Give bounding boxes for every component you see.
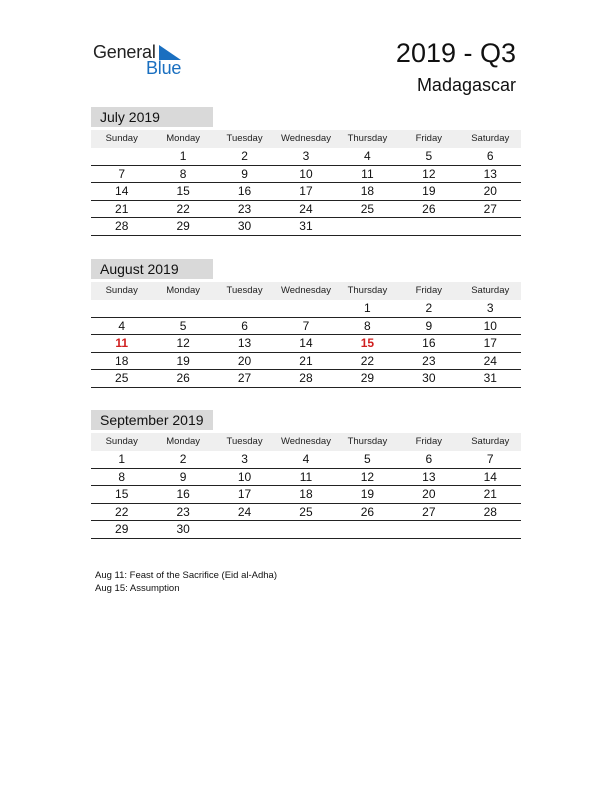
day-cell: 2 xyxy=(241,149,248,163)
week-row xyxy=(91,335,521,353)
day-cell: 22 xyxy=(176,201,190,216)
day-cell xyxy=(275,521,336,538)
weekday-label: Thursday xyxy=(347,285,388,296)
day-cell xyxy=(91,300,152,317)
weekday-label: Thursday xyxy=(347,436,388,447)
day-cell: 29 xyxy=(115,522,129,536)
day-cell: 17 xyxy=(299,184,313,198)
day-cell: 20 xyxy=(237,353,252,368)
month-title: July 2019 xyxy=(91,107,213,127)
day-cell: 19 xyxy=(360,487,375,501)
weekday-label: Monday xyxy=(166,285,201,296)
day-cell: 6 xyxy=(425,452,433,466)
day-cell: 23 xyxy=(237,201,252,216)
day-cell: 26 xyxy=(360,504,375,519)
day-cell: 3 xyxy=(241,452,248,466)
weekday-label: Sunday xyxy=(105,436,138,447)
day-cell: 12 xyxy=(176,336,190,350)
logo-blue-text: Blue xyxy=(146,58,182,78)
day-cell: 10 xyxy=(237,469,252,484)
day-cell: 13 xyxy=(422,469,436,484)
day-cell: 28 xyxy=(299,371,313,385)
day-cell: 23 xyxy=(422,353,436,368)
week-row xyxy=(91,353,521,371)
week-row xyxy=(91,201,521,219)
week-row xyxy=(91,300,521,318)
weekday-label: Tuesday xyxy=(226,436,263,447)
logo-general-text: General xyxy=(93,42,156,62)
country-name: Madagascar xyxy=(416,75,516,95)
weekday-label: Friday xyxy=(415,285,443,296)
day-cell: 19 xyxy=(422,184,436,198)
day-cell: 16 xyxy=(176,487,190,501)
day-cell: 27 xyxy=(483,201,497,216)
weekday-label: Saturday xyxy=(471,436,510,447)
day-cell xyxy=(337,521,398,538)
day-cell: 10 xyxy=(483,318,497,333)
day-cell: 25 xyxy=(299,504,313,519)
weekday-label: Thursday xyxy=(347,133,388,144)
day-cell: 3 xyxy=(302,149,310,163)
weekday-label: Wednesday xyxy=(280,285,331,296)
week-row xyxy=(91,166,521,184)
weekday-header xyxy=(91,433,521,451)
day-cell: 30 xyxy=(237,219,252,233)
day-cell: 8 xyxy=(118,469,126,484)
day-cell: 15 xyxy=(176,184,190,198)
day-cell: 9 xyxy=(179,469,187,484)
day-cell: 1 xyxy=(364,301,371,315)
weekday-label: Sunday xyxy=(105,285,138,296)
day-cell: 29 xyxy=(176,219,190,233)
day-cell: 18 xyxy=(299,487,313,501)
month-weeks xyxy=(91,451,521,539)
day-cell: 21 xyxy=(483,487,497,501)
week-row xyxy=(91,148,521,166)
day-cell: 17 xyxy=(483,336,497,350)
day-cell: 4 xyxy=(364,149,371,163)
week-row xyxy=(91,486,521,504)
weekday-label: Tuesday xyxy=(226,133,263,144)
month-weeks xyxy=(91,300,521,388)
day-cell: 11 xyxy=(361,166,374,181)
day-cell: 17 xyxy=(237,487,252,501)
day-cell: 31 xyxy=(299,219,313,233)
day-cell xyxy=(337,218,398,235)
day-cell: 7 xyxy=(118,166,126,181)
day-cell xyxy=(275,300,336,317)
weekday-label: Friday xyxy=(415,133,443,144)
day-cell: 5 xyxy=(179,318,187,333)
day-cell: 27 xyxy=(422,504,436,519)
day-cell xyxy=(398,218,459,235)
weekday-label: Wednesday xyxy=(280,133,331,144)
day-cell: 24 xyxy=(483,353,497,368)
day-cell: 29 xyxy=(360,371,375,385)
day-cell xyxy=(152,300,213,317)
day-cell xyxy=(214,300,275,317)
weekday-label: Wednesday xyxy=(280,436,331,447)
day-cell: 6 xyxy=(241,318,248,333)
day-cell: 12 xyxy=(360,469,375,484)
holiday-note: Aug 15: Assumption xyxy=(95,583,180,594)
day-cell: 11 xyxy=(299,469,313,484)
day-cell: 11 xyxy=(115,336,129,350)
day-cell: 30 xyxy=(422,371,436,385)
holiday-notes xyxy=(95,569,277,595)
day-cell: 19 xyxy=(176,353,190,368)
day-cell: 5 xyxy=(364,452,371,466)
day-cell: 22 xyxy=(360,353,375,368)
weekday-label: Saturday xyxy=(471,285,510,296)
day-cell: 27 xyxy=(237,371,252,385)
day-cell: 28 xyxy=(115,219,129,233)
day-cell: 18 xyxy=(360,184,375,198)
week-row xyxy=(91,183,521,201)
day-cell xyxy=(398,521,459,538)
day-cell: 3 xyxy=(486,301,494,315)
day-cell: 14 xyxy=(115,184,129,198)
day-cell xyxy=(460,521,521,538)
weekday-label: Friday xyxy=(415,436,443,447)
day-cell: 16 xyxy=(422,336,436,350)
day-cell: 7 xyxy=(302,318,310,333)
day-cell: 5 xyxy=(425,149,433,163)
week-row xyxy=(91,370,521,388)
day-cell: 18 xyxy=(115,353,129,368)
day-cell: 4 xyxy=(118,318,126,333)
day-cell: 8 xyxy=(364,318,371,333)
logo xyxy=(93,40,193,80)
month-title: September 2019 xyxy=(91,410,213,430)
day-cell: 9 xyxy=(241,166,248,181)
day-cell: 15 xyxy=(115,487,129,501)
day-cell: 26 xyxy=(176,371,190,385)
day-cell: 30 xyxy=(176,522,190,536)
day-cell: 1 xyxy=(118,452,126,466)
day-cell xyxy=(214,521,275,538)
weekday-header xyxy=(91,282,521,300)
day-cell: 8 xyxy=(179,166,187,181)
month-weeks xyxy=(91,148,521,236)
day-cell: 15 xyxy=(360,336,375,350)
day-cell: 16 xyxy=(237,184,252,198)
day-cell xyxy=(460,218,521,235)
week-row xyxy=(91,218,521,236)
day-cell: 21 xyxy=(299,353,313,368)
day-cell: 20 xyxy=(483,184,497,198)
day-cell: 6 xyxy=(486,149,494,163)
day-cell: 21 xyxy=(115,201,129,216)
day-cell: 28 xyxy=(483,504,497,519)
week-row xyxy=(91,521,521,539)
weekday-label: Tuesday xyxy=(226,285,263,296)
day-cell: 12 xyxy=(422,166,436,181)
month-september xyxy=(91,410,521,539)
weekday-label: Monday xyxy=(166,436,201,447)
day-cell: 25 xyxy=(115,371,129,385)
page-title: 2019 - Q3 xyxy=(395,38,516,68)
day-cell xyxy=(91,148,152,165)
weekday-label: Saturday xyxy=(471,133,510,144)
day-cell: 25 xyxy=(360,201,375,216)
day-cell: 1 xyxy=(179,149,187,163)
month-august xyxy=(91,259,521,388)
day-cell: 2 xyxy=(179,452,187,466)
month-july xyxy=(91,107,521,236)
week-row xyxy=(91,504,521,522)
week-row xyxy=(91,318,521,336)
month-title: August 2019 xyxy=(91,259,213,279)
day-cell: 13 xyxy=(237,336,252,350)
day-cell: 24 xyxy=(237,504,252,519)
day-cell: 4 xyxy=(302,452,310,466)
day-cell: 20 xyxy=(422,487,436,501)
week-row xyxy=(91,451,521,469)
day-cell: 14 xyxy=(299,336,313,350)
day-cell: 14 xyxy=(483,469,497,484)
day-cell: 31 xyxy=(483,371,497,385)
day-cell: 13 xyxy=(483,166,497,181)
day-cell: 26 xyxy=(422,201,436,216)
week-row xyxy=(91,469,521,487)
day-cell: 24 xyxy=(299,201,313,216)
day-cell: 10 xyxy=(299,166,313,181)
day-cell: 22 xyxy=(115,504,129,519)
weekday-label: Sunday xyxy=(105,133,138,144)
day-cell: 7 xyxy=(486,452,494,466)
day-cell: 2 xyxy=(425,301,433,315)
holiday-note: Aug 11: Feast of the Sacrifice (Eid al-Adha) xyxy=(95,570,277,581)
day-cell: 23 xyxy=(176,504,190,519)
weekday-header xyxy=(91,130,521,148)
weekday-label: Monday xyxy=(166,133,201,144)
day-cell: 9 xyxy=(425,318,433,333)
